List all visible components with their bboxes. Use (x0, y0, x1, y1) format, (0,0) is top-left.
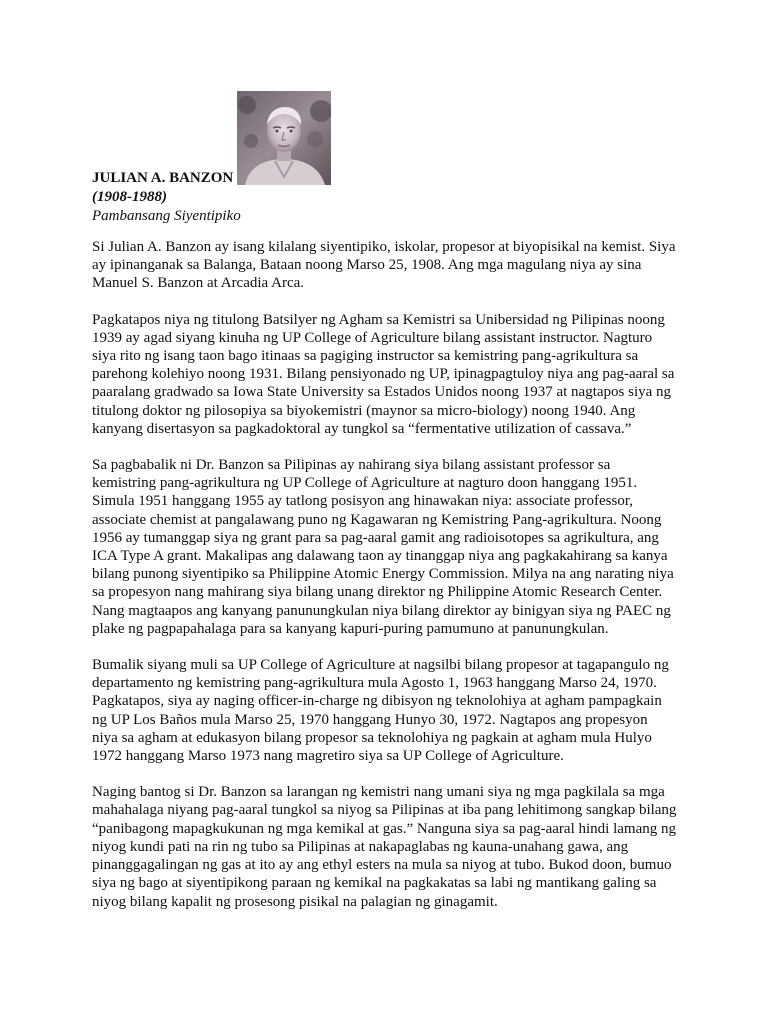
paragraph-line: Pagkatapos, siya ay naging officer-in-charge ng dibisyon ng teknolohiya at agham pampagkain (92, 693, 662, 710)
paragraph-line: titulong doktor ng pilosopiya sa biyokemistri (maynor sa micro-biology) noong 1940. Ang (92, 402, 636, 419)
person-name: JULIAN A. BANZON (92, 170, 234, 186)
paragraph-line: mahahalaga niyang pag-aaral tungkol sa niyog sa Pilipinas at iba pang lehitimong sangkap bilang (92, 802, 677, 819)
life-years: (1908-1988) (92, 189, 167, 205)
paragraph-line: Naging bantog si Dr. Banzon sa larangan ng kemistri nang umani siya ng mga pagkilala sa mga (92, 784, 665, 801)
paragraph-line: niyog kundi pati na rin ng tubo sa Pilipinas at nakapaglabas ng kauna-unahang gawa, ang (92, 838, 629, 855)
paragraph-line: ng UP Los Baños mula Marso 25, 1970 hanggang Hunyo 30, 1972. Nagtapos ang propesyon (92, 711, 648, 728)
paragraph-line: siya rito ng isang taon bago itinaas sa pagiging instructor sa kemistring pang-agrikultura sa (92, 348, 639, 365)
paragraph-line: Si Julian A. Banzon ay isang kilalang siyentipiko, iskolar, propesor at biyopisikal na kemist. Siya (92, 239, 676, 255)
paragraph-line: ICA Type A grant. Makalipas ang dalawang taon ay tinanggap niya ang pagkakahirang sa kanya (92, 548, 668, 565)
biography-paragraph (92, 783, 692, 910)
biography-paragraph (92, 656, 692, 765)
biography-body (92, 238, 692, 929)
paragraph-line: Bumalik siyang muli sa UP College of Agriculture at nagsilbi bilang propesor at tagapangulo ng (92, 657, 669, 674)
paragraph-line: Pagkatapos niya ng titulong Batsilyer ng Agham sa Kemistri sa Unibersidad ng Pilipinas noong (92, 311, 665, 328)
paragraph-line: sa propesyon nang mahirang siya bilang unang direktor ng Philippine Atomic Research Center. (92, 584, 663, 601)
paragraph-line: “panibagong mapagkukunan ng mga kemikal at gas.” Nanguna siya sa pag-aaral hindi lamang ng (92, 820, 676, 837)
paragraph-line: Nang magtaapos ang kanyang panunungkulan niya bilang direktor ay binigyan siya ng PAEC ng (92, 602, 671, 619)
biography-paragraph (92, 456, 692, 638)
paragraph-line: Manuel S. Banzon at Arcadia Arca. (92, 275, 305, 292)
paragraph-line: siya ng bago at siyentipikong paraan ng kemikal na pagkakatas sa labi ng mantikang galing sa (92, 875, 657, 892)
paragraph-line: plake ng pagpapahalaga para sa kanyang kapuri-puring pamumuno at panunungkulan. (92, 620, 609, 637)
paragraph-line: associate chemist at pangalawang puno ng Kagawaran ng Kemistring Pang-agrikultura. Noong (92, 511, 662, 528)
biography-header (92, 168, 392, 226)
paragraph-line: 1972 hanggang Marso 1973 nang magretiro siya sa UP College of Agriculture. (92, 748, 564, 765)
paragraph-line: niya sa agham at edukasyon bilang propesor sa teknolohiya ng pagkain at agham mula Hulyo (92, 729, 652, 746)
paragraph-line: kemistring pang-agrikultura ng UP College of Agriculture at nagturo doon hanggang 1951. (92, 475, 638, 492)
paragraph-line: 1956 ay tumanggap siya ng grant para sa pag-aaral gamit ang radioisotopes sa agrikultura, ang (92, 529, 659, 546)
paragraph-line: niyog bilang kapalit ng prosesong pisikal na palagian ng ginagamit. (92, 893, 498, 910)
person-title: Pambansang Siyentipiko (92, 208, 241, 224)
paragraph-line: departamento ng kemistring pang-agrikultura mula Agosto 1, 1963 hanggang Marso 24, 1970. (92, 675, 657, 692)
paragraph-line: paaralang gradwado sa Iowa State University sa Estados Unidos noong 1937 at nagtapos siya ng (92, 384, 672, 401)
paragraph-line: 1939 ay agad siyang kinuha ng UP College of Agriculture bilang assistant instructor. Nagturo (92, 329, 653, 346)
paragraph-line: bilang punong siyentipiko sa Philippine Atomic Energy Commission. Milya na ang narating niya (92, 566, 674, 583)
paragraph-line: ay ipinanganak sa Balanga, Bataan noong Marso 25, 1908. Ang mga magulang niya ay sina (92, 257, 642, 274)
paragraph-line: Sa pagbabalik ni Dr. Banzon sa Pilipinas ay nahirang siya bilang assistant professor sa (92, 457, 611, 474)
paragraph-line: parehong kolehiyo noong 1931. Bilang pensiyonado ng UP, ipinagpagtuloy niya ang pag-aaral sa (92, 366, 675, 383)
paragraph-line: kanyang disertasyon sa pagkadoktoral ay tungkol sa “fermentative utilization of cassava.” (92, 420, 632, 437)
paragraph-line: pinanggagalingan ng gas at ito ay ang ethyl esters na mula sa niyog at tubo. Bukod doon, bumuo (92, 857, 672, 874)
biography-paragraph (92, 238, 692, 293)
biography-paragraph (92, 311, 692, 438)
paragraph-line: Simula 1951 hanggang 1955 ay tatlong posisyon ang hinawakan niya: associate professor, (92, 493, 633, 510)
